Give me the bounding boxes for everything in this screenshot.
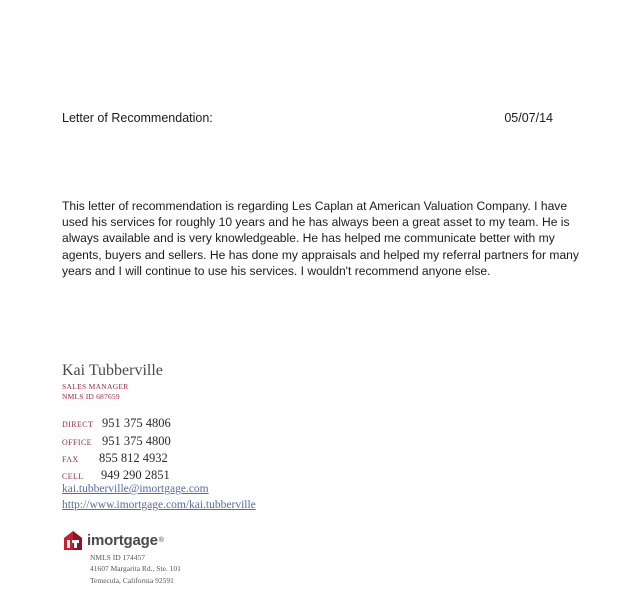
email-link[interactable]: kai.tubberville@imortgage.com <box>62 483 209 495</box>
company-logo <box>62 528 164 552</box>
company-nmls: NMLS ID 174457 <box>90 553 146 562</box>
company-address-line1: 41607 Margarita Rd., Ste. 101 <box>90 564 181 573</box>
contact-number: 951 375 4800 <box>102 434 171 448</box>
contact-number: 949 290 2851 <box>101 468 170 482</box>
contact-number: 855 812 4932 <box>99 451 168 465</box>
contact-number: 951 375 4806 <box>102 416 171 430</box>
contact-label: DIRECT <box>62 420 94 429</box>
contact-cell <box>62 466 170 482</box>
signature-nmls <box>62 392 120 401</box>
contact-label: FAX <box>62 455 79 464</box>
contact-label: CELL <box>62 472 84 481</box>
contact-label: OFFICE <box>62 438 92 447</box>
signature-title: SALES MANAGER <box>62 382 129 391</box>
company-logo-text: imortgage <box>87 531 158 549</box>
contact-direct <box>62 414 171 430</box>
signature-nmls-id: 687659 <box>96 392 120 401</box>
registered-mark: ® <box>158 536 164 544</box>
house-logo-icon <box>62 529 84 551</box>
contact-office <box>62 432 171 448</box>
company-address-line2: Temecula, California 92591 <box>90 576 174 585</box>
letter-body: This letter of recommendation is regarding Les Caplan at American Valuation Company. I have used his services for roughly 10 years and he has always been a great asset to my team. He is always available and is very knowledgeable. He has helped me communicate better with my agents, buyers and sellers. He has done my appraisals and helped my referral partners for many years and I will continue to use his services. I wouldn't recommend anyone else. <box>62 199 579 278</box>
website-link[interactable]: http://www.imortgage.com/kai.tubberville <box>62 499 256 511</box>
signature-nmls-label: NMLS ID <box>62 392 95 401</box>
contact-fax <box>62 449 168 465</box>
letter-date: 05/07/14 <box>504 111 553 125</box>
letter-heading: Letter of Recommendation: <box>62 111 213 125</box>
signature-name: Kai Tubberville <box>62 362 163 379</box>
